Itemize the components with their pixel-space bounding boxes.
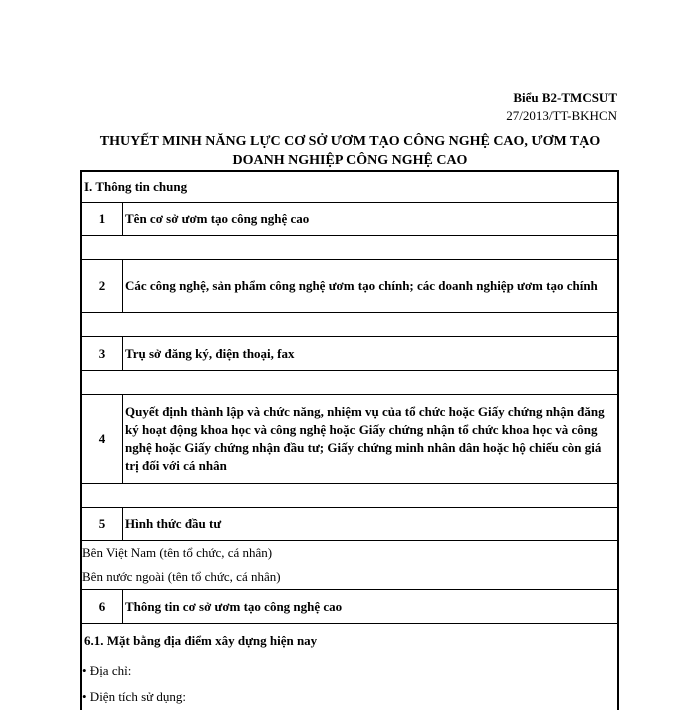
table-row-item-3 xyxy=(82,337,617,371)
answer-blank[interactable] xyxy=(82,313,617,337)
table-row-item-5 xyxy=(82,508,617,541)
subsection-heading: 6.1. Mặt bằng địa điểm xây dựng hiện nay xyxy=(84,633,318,648)
table-row-item-2 xyxy=(82,260,617,313)
item-label: Hình thức đầu tư xyxy=(125,516,222,531)
investor-foreign-line: Bên nước ngoài (tên tổ chức, cá nhân) xyxy=(82,565,617,590)
answer-blank[interactable] xyxy=(82,371,617,395)
document-title: THUYẾT MINH NĂNG LỰC CƠ SỞ ƯƠM TẠO CÔNG NGHỆ CAO, ƯƠM TẠO DOANH NGHIỆP CÔNG NGHỆ CAO xyxy=(99,134,601,168)
item-number: 4 xyxy=(82,395,123,483)
item-label: Trụ sở đăng ký, điện thoại, fax xyxy=(125,345,295,361)
item-number: 3 xyxy=(82,337,123,370)
item-label: Các công nghệ, sản phẩm công nghệ ươm tạo chính; các doanh nghiệp ươm tạo chính xyxy=(125,278,598,293)
section-heading: I. Thông tin chung xyxy=(82,172,617,203)
item-number: 1 xyxy=(82,203,123,235)
table-row-item-4 xyxy=(82,395,617,484)
table-row-item-6 xyxy=(82,590,617,624)
form-code: Biểu B2-TMCSUT xyxy=(513,90,617,105)
info-table xyxy=(80,170,619,710)
answer-blank[interactable] xyxy=(82,236,617,260)
item-number: 5 xyxy=(82,508,123,540)
item-number: 6 xyxy=(82,590,123,623)
investor-vietnam-line: Bên Việt Nam (tên tổ chức, cá nhân) xyxy=(82,545,273,560)
item-label: Tên cơ sở ươm tạo công nghệ cao xyxy=(125,211,310,226)
item-number: 2 xyxy=(82,260,123,312)
bullet-area: • Diện tích sử dụng: xyxy=(82,689,187,704)
bullet-address: • Địa chỉ: xyxy=(82,663,132,678)
answer-blank[interactable] xyxy=(82,484,617,508)
item-label: Thông tin cơ sở ươm tạo công nghệ cao xyxy=(125,598,343,614)
regulation-reference: 27/2013/TT-BKHCN xyxy=(506,108,617,123)
item-label: Quyết định thành lập và chức năng, nhiệm vụ của tổ chức hoặc Giấy chứng nhận đăng ký hoạt động khoa học và công nghệ hoặc Giấy chứng nhận tổ chức khoa học và công nghệ hoặc Giấy chứng nhận đầu tư; Giấy chứng minh nhân dân hoặc hộ chiếu còn giá trị đối với cá nhân xyxy=(125,404,605,473)
table-row-item-1 xyxy=(82,203,617,236)
